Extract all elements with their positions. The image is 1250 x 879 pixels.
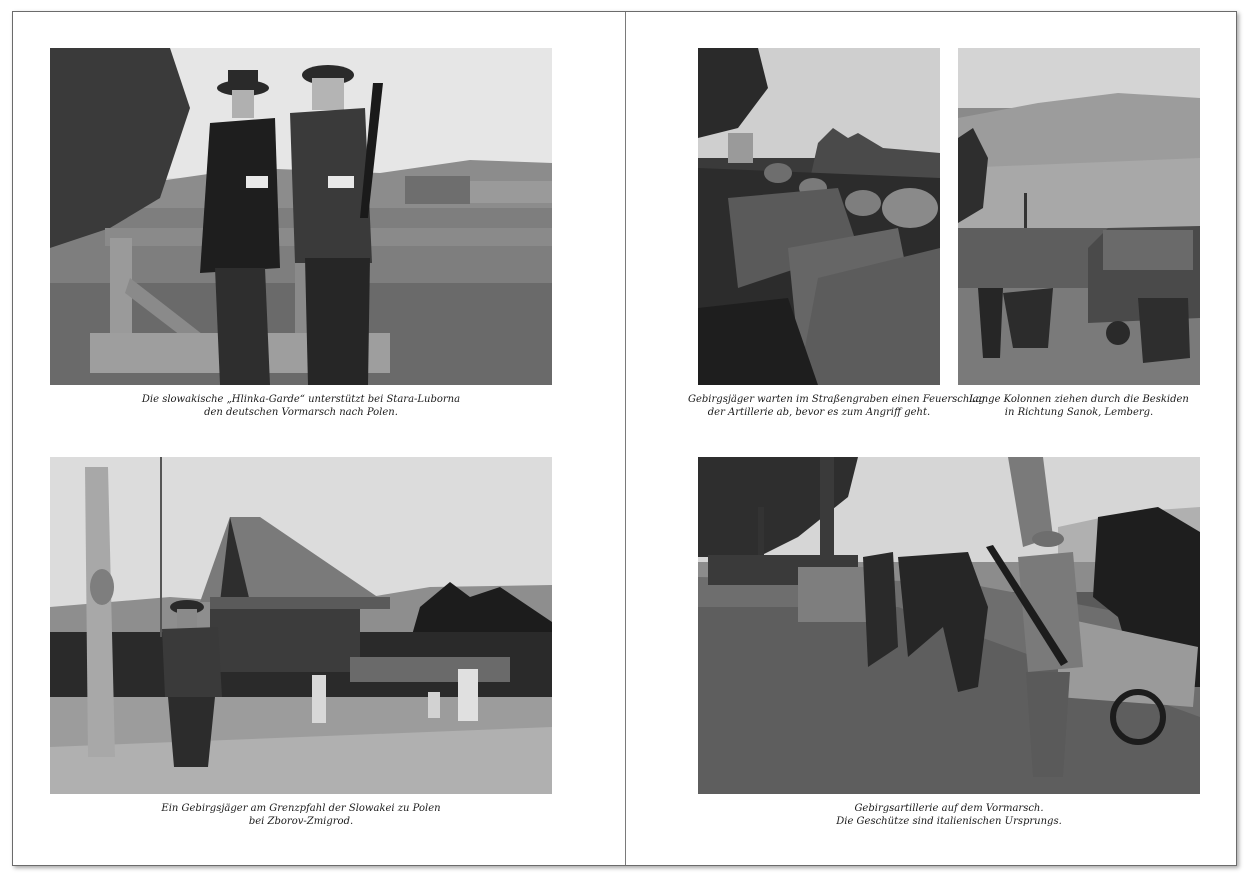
- caption-mountain-artillery: [698, 802, 1200, 828]
- caption-line: der Artillerie ab, bevor es zum Angriff geht.: [707, 407, 931, 418]
- photo-mountain-artillery: [698, 457, 1200, 794]
- caption-line: Ein Gebirgsjäger am Grenzpfahl der Slowakei zu Polen: [161, 803, 441, 814]
- caption-hlinka-garde: [50, 393, 552, 419]
- caption-line: bei Zborov-Zmigrod.: [248, 816, 354, 827]
- photo-hlinka-garde: [50, 48, 552, 385]
- photo-border-post: [50, 457, 552, 794]
- caption-beskid-columns: [948, 393, 1210, 419]
- caption-line: Die Geschütze sind italienischen Ursprungs.: [836, 816, 1062, 827]
- caption-soldiers-ditch: [688, 393, 985, 419]
- caption-line: Lange Kolonnen ziehen durch die Beskiden: [969, 394, 1189, 405]
- photo-beskid-columns: [958, 48, 1200, 385]
- caption-line: den deutschen Vormarsch nach Polen.: [204, 407, 398, 418]
- page-gutter: [625, 12, 626, 865]
- caption-line: in Richtung Sanok, Lemberg.: [1004, 407, 1154, 418]
- caption-line: Gebirgsjäger warten im Straßengraben einen Feuerschlag: [688, 394, 985, 405]
- photo-soldiers-ditch: [698, 48, 940, 385]
- caption-line: Die slowakische „Hlinka-Garde“ unterstützt bei Stara-Luborna: [141, 394, 461, 405]
- caption-line: Gebirgsartillerie auf dem Vormarsch.: [854, 803, 1044, 814]
- caption-border-post: [50, 802, 552, 828]
